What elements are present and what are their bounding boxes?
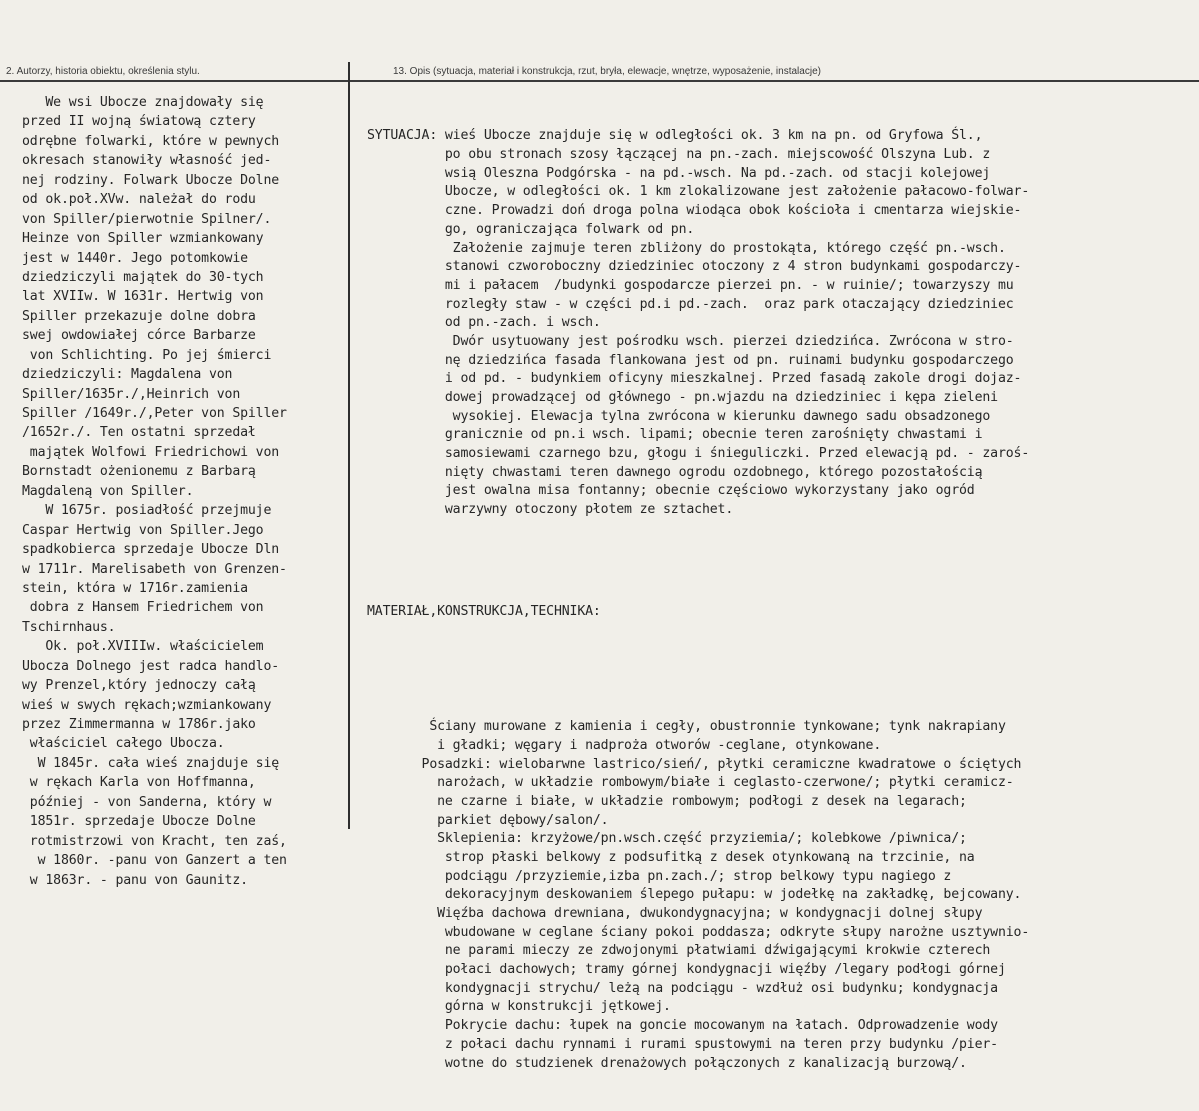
history-column (22, 93, 352, 890)
sytuacja-text-line: po obu stronach szosy łączącej na pn.-zach. miejscowość Olszyna Lub. z (367, 147, 991, 163)
history-text-line: Bornstadt ożenionemu z Barbarą (22, 464, 256, 480)
history-text-line: nej rodziny. Folwark Ubocze Dolne (22, 172, 280, 188)
history-text-line: Ok. poł.XVIIIw. właścicielem (22, 639, 264, 655)
material-text-line: narożach, w układzie rombowym/białe i ceglasto-czerwone/; płytki ceramicz- (367, 775, 1014, 791)
sytuacja-text-line: nę dziedzińca fasada flankowana jest od pn. ruinami budynku gospodarczego (367, 352, 1014, 368)
material-text-line: i gładki; węgary i nadproża otworów -ceglane, otynkowane. (367, 737, 882, 753)
sytuacja-section (367, 127, 1195, 519)
sytuacja-text-line: dowej prowadzącej od głównego - pn.wjazdu na dziedziniec i kępa zieleni (367, 390, 998, 406)
material-text-line: Więźba dachowa drewniana, dwukondygnacyjna; w kondygnacji dolnej słupy (367, 906, 983, 922)
history-text-line: Heinze von Spiller wzmiankowany (22, 231, 264, 247)
sytuacja-text-line: jest owalna misa fontanny; obecnie częściowo wykorzystany jako ogród (367, 483, 975, 499)
material-section (367, 718, 1195, 1073)
sytuacja-text-line: Ubocze, w odległości ok. 1 km zlokalizowane jest założenie pałacowo-folwar- (367, 184, 1030, 200)
material-text-line: ne czarne i białe, w układzie rombowym; podłogi z desek na legarach; (367, 793, 967, 809)
history-text-line: lat XVIIw. W 1631r. Hertwig von (22, 289, 264, 305)
right-column-heading: 13. Opis (sytuacja, materiał i konstrukcja, rzut, bryła, elewacje, wnętrze, wyposażenie, instalacje) (393, 66, 821, 77)
history-text-line: w 1860r. -panu von Ganzert a ten (22, 853, 287, 869)
material-text-line: parkiet dębowy/salon/. (367, 812, 609, 828)
history-text-line: dziedziczyli: Magdalena von (22, 367, 233, 383)
history-text-line: stein, która w 1716r.zamienia (22, 580, 248, 596)
history-text-line: w 1863r. - panu von Gaunitz. (22, 872, 248, 888)
header-rule (0, 80, 1199, 82)
history-text-line: wy Prenzel,który jednoczy całą (22, 678, 256, 694)
sytuacja-text-line: mi i pałacem /budynki gospodarcze pierzei pn. - w ruinie/; towarzyszy mu (367, 277, 1014, 293)
sytuacja-text-line: od pn.-zach. i wsch. (367, 315, 601, 331)
material-text-line: Sklepienia: krzyżowe/pn.wsch.część przyziemia/; kolebkowe /piwnica/; (367, 831, 967, 847)
material-text-line: z połaci dachu rynnami i rurami spustowymi na teren przy budynku /pier- (367, 1036, 998, 1052)
material-text-line: Posadzki: wielobarwne lastrico/sień/, płytki ceramiczne kwadratowe o ściętych (367, 756, 1022, 772)
left-column-heading: 2. Autorzy, historia obiektu, określenia stylu. (6, 66, 200, 77)
material-text-line: dekoracyjnym deskowaniem ślepego pułapu: w jodełkę na zakładkę, bejcowany. (367, 887, 1022, 903)
history-text-line: von Spiller/pierwotnie Spilner/. (22, 211, 272, 227)
history-text-line: spadkobierca sprzedaje Ubocze Dln (22, 542, 280, 558)
sytuacja-text-line: Założenie zajmuje teren zbliżony do prostokąta, którego część pn.-wsch. (367, 240, 1006, 256)
material-text-line: wbudowane w ceglane ściany pokoi poddasza; odkryte słupy narożne usztywnio- (367, 924, 1030, 940)
material-text-line: podciągu /przyziemie,izba pn.zach./; strop belkowy typu nagiego z (367, 868, 952, 884)
sytuacja-text-line: wysokiej. Elewacja tylna zwrócona w kierunku dawnego sadu obsadzonego (367, 408, 991, 424)
material-text-line: połaci dachowych; tramy górnej kondygnacji więźby /legary podłogi górnej (367, 962, 1006, 978)
history-text-line: odrębne folwarki, które w pewnych (22, 133, 280, 149)
sytuacja-text-line: warzywny otoczony płotem ze sztachet. (367, 502, 734, 518)
history-text-line: przez Zimmermanna w 1786r.jako (22, 717, 256, 732)
sytuacja-text-line: go, ograniczająca folwark od pn. (367, 221, 695, 237)
history-text-line: Caspar Hertwig von Spiller.Jego (22, 522, 264, 538)
history-text-line: Spiller /1649r./,Peter von Spiller (22, 406, 287, 421)
history-text-line: wieś w swych rękach;wzmiankowany (22, 697, 272, 713)
material-text-line: kondygnacji strychu/ leżą na podciągu - wzdłuż osi budynku; kondygnacja (367, 980, 998, 996)
history-text-line: od ok.poł.XVw. należał do rodu (22, 192, 256, 208)
material-text-line: Ściany murowane z kamienia i cegły, obustronnie tynkowane; tynk nakrapiany (367, 719, 1006, 735)
history-text-line: Tschirnhaus. (22, 619, 116, 635)
material-text-line: strop płaski belkowy z podsufitką z desek otynkowaną na trzcinie, na (367, 849, 975, 865)
history-text-line: Ubocza Dolnego jest radca handlo- (22, 658, 280, 674)
material-text-line: ne parami mieczy ze zdwojonymi płatwiami dźwigającymi krokwie czterech (367, 943, 991, 959)
sytuacja-text-line: SYTUACJA: wieś Ubocze znajduje się w odległości ok. 3 km na pn. od Gryfowa Śl., (367, 128, 983, 144)
sytuacja-text-line: Dwór usytuowany jest pośrodku wsch. pierzei dziedzińca. Zwrócona w stro- (367, 333, 1014, 349)
material-text-line: górna w konstrukcji jętkowej. (367, 999, 671, 1015)
history-text-line: dobra z Hansem Friedrichem von (22, 600, 264, 616)
material-heading: MATERIAŁ,KONSTRUKCJA,TECHNIKA: (367, 603, 601, 619)
sytuacja-text-line: samosiewami czarnego bzu, głogu i śnieguliczki. Przed elewacją pd. - zaroś- (367, 446, 1030, 462)
history-text-line: Magdaleną von Spiller. (22, 483, 194, 499)
history-text-line: Spiller/1635r./,Heinrich von (22, 386, 241, 402)
history-text-line: Spiller przekazuje dolne dobra (22, 308, 256, 324)
material-text-line: wotne do studzienek drenażowych połączonych z kanalizacją burzową/. (367, 1055, 967, 1071)
history-text-line: W 1675r. posiadłość przejmuje (22, 503, 272, 519)
history-text-line: przed II wojną światową cztery (22, 114, 256, 130)
history-text-line: jest w 1440r. Jego potomkowie (22, 250, 248, 266)
history-text-line: /1652r./. Ten ostatni sprzedał (22, 425, 256, 441)
description-column (367, 90, 1195, 1111)
history-text-line: okresach stanowiły własność jed- (22, 153, 272, 169)
sytuacja-text-line: nięty chwastami teren dawnego ogrodu ozdobnego, którego pozostałością (367, 464, 983, 480)
history-text-line: właściciel całego Ubocza. (22, 736, 225, 752)
sytuacja-text-line: rozległy staw - w części pd.i pd.-zach. oraz park otaczający dziedziniec (367, 296, 1014, 312)
sytuacja-text-line: stanowi czworoboczny dziedziniec otoczony z 4 stron budynkami gospodarczy- (367, 259, 1022, 275)
history-text-line: rotmistrzowi von Kracht, ten zaś, (22, 833, 287, 849)
history-text-line: 1851r. sprzedaje Ubocze Dolne (22, 814, 256, 830)
history-text-line: w rękach Karla von Hoffmanna, (22, 775, 256, 791)
history-text-line: w 1711r. Marelisabeth von Grenzen- (22, 561, 287, 577)
sytuacja-text-line: wsią Oleszna Podgórska - na pd.-wsch. Na pd.-zach. od stacji kolejowej (367, 165, 991, 181)
sytuacja-text-line: i od pd. - budynkiem oficyny mieszkalnej. Przed fasadą zakole drogi dojaz- (367, 371, 1022, 387)
material-text-line: Pokrycie dachu: łupek na goncie mocowanym na łatach. Odprowadzenie wody (367, 1018, 998, 1034)
sytuacja-text-line: granicznie od pn.i wsch. lipami; obecnie teren zarośnięty chwastami i (367, 427, 983, 443)
history-text-line: swej owdowiałej córce Barbarze (22, 328, 256, 344)
history-text-line: dziedziczyli majątek do 30-tych (22, 269, 264, 285)
history-text-line: W 1845r. cała wieś znajduje się (22, 755, 280, 771)
sytuacja-text-line: czne. Prowadzi doń droga polna wiodąca obok kościoła i cmentarza wiejskie- (367, 203, 1022, 219)
history-text-line: później - von Sanderna, który w (22, 794, 272, 810)
history-text-line: We wsi Ubocze znajdowały się (22, 95, 264, 110)
history-text-line: majątek Wolfowi Friedrichowi von (22, 444, 280, 460)
history-text-line: von Schlichting. Po jej śmierci (22, 347, 272, 363)
